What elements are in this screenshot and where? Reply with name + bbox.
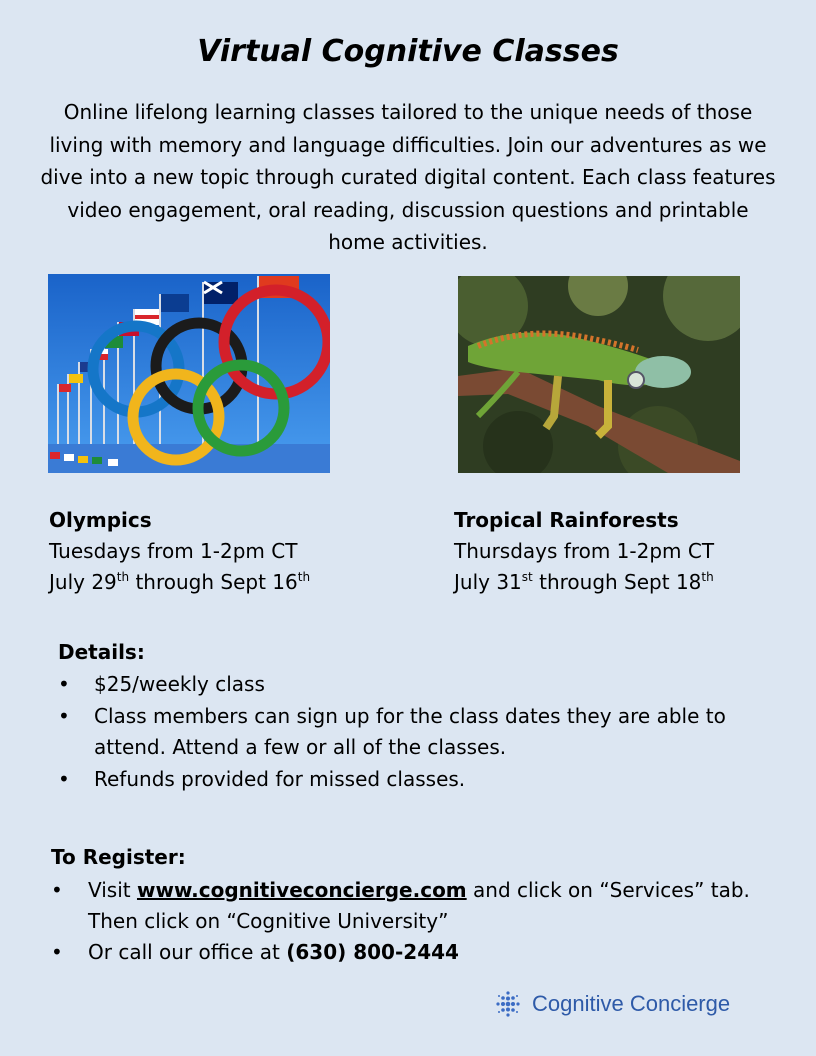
olympic-rings-photo — [48, 274, 330, 473]
phone-number: (630) 800-2444 — [286, 940, 459, 964]
dot-grid-icon — [494, 990, 522, 1018]
page-title: Virtual Cognitive Classes — [197, 34, 619, 69]
list-item-text: Refunds provided for missed classes. — [94, 767, 466, 791]
register-heading: To Register: — [51, 845, 186, 869]
details-list — [58, 669, 778, 796]
logo-text: Cognitive Concierge — [532, 991, 731, 1016]
bullet-icon: • — [58, 704, 70, 728]
course-name: Olympics — [49, 508, 152, 532]
course-name: Tropical Rainforests — [454, 508, 679, 532]
bullet-icon: • — [51, 878, 63, 902]
list-item-text: $25/weekly class — [94, 672, 265, 696]
date-start-suffix: th — [116, 570, 130, 584]
list-item — [58, 764, 778, 795]
date-start: July 31 — [454, 570, 522, 594]
cognitive-concierge-logo — [494, 988, 730, 1020]
course-schedule: Thursdays from 1-2pm CT — [454, 539, 715, 563]
bullet-icon: • — [51, 940, 63, 964]
date-start: July 29 — [49, 570, 117, 594]
date-end: through Sept 16 — [129, 570, 298, 594]
list-item — [58, 669, 778, 700]
website-link[interactable]: www.cognitiveconcierge.com — [136, 878, 467, 902]
course-schedule: Tuesdays from 1-2pm CT — [49, 539, 298, 563]
course-olympics — [49, 505, 310, 598]
visit-prefix: Visit — [88, 878, 137, 902]
course-dates — [454, 567, 714, 598]
list-item — [51, 875, 791, 937]
course-tropical-rainforests — [454, 505, 714, 598]
bullet-icon: • — [58, 672, 70, 696]
iguana-photo — [458, 276, 740, 473]
date-start-suffix: st — [521, 570, 533, 584]
list-item-text: Class members can sign up for the class dates they are able to attend. Attend a few or all of the classes. — [94, 704, 726, 759]
date-end-suffix: th — [701, 570, 714, 584]
register-list — [51, 875, 791, 968]
call-prefix: Or call our office at — [88, 940, 287, 964]
bullet-icon: • — [58, 767, 70, 791]
details-heading: Details: — [58, 640, 145, 664]
date-end: through Sept 18 — [532, 570, 702, 594]
intro-paragraph: Online lifelong learning classes tailored to the unique needs of those living with memory and language difficulties. Join our adventures as we dive into a new topic through curated digital content. Each class features video engagement, oral reading, discussion questions and printable home activities. — [40, 100, 776, 254]
list-item — [51, 937, 791, 968]
visit-suffix: and click on “Services” tab. Then click on “Cognitive University” — [88, 878, 750, 933]
list-item — [58, 701, 778, 763]
course-dates — [49, 567, 310, 598]
date-end-suffix: th — [297, 570, 311, 584]
